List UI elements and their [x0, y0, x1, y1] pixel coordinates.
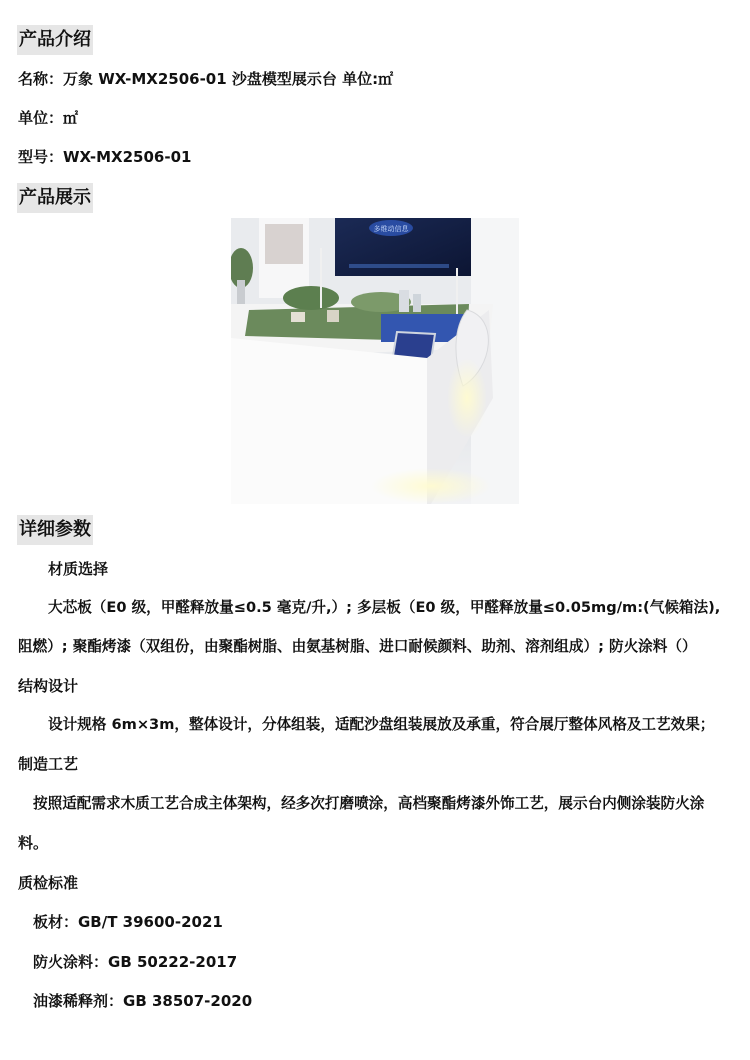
quality-item: 防火涂料：GB 50222-2017 [33, 953, 238, 971]
sand-table-illustration [231, 218, 519, 504]
structure-title: 结构设计 [18, 677, 79, 695]
material-line-2: 阻燃）; 聚酯烤漆（双组份，由聚酯树脂、由氨基树脂、进口耐候颜料、助剂、溶剂组成）; 防火涂料（） [18, 638, 697, 655]
quality-item: 油漆稀释剂：GB 38507-2020 [33, 992, 253, 1010]
craft-line-1: 按照适配需求木质工艺合成主体架构，经多次打磨喷涂，高档聚酯烤漆外饰工艺，展示台内侧涂装防火涂 [33, 795, 705, 812]
section-title-display: 产品展示 [17, 183, 93, 213]
craft-title: 制造工艺 [18, 755, 79, 773]
material-line-1: 大芯板（E0 级，甲醛释放量≤0.5 毫克/升,）; 多层板（E0 级，甲醛释放量≤0.05mg/m:(气候箱法), [48, 599, 721, 616]
quality-title: 质检标准 [18, 874, 79, 892]
section-title-params: 详细参数 [17, 515, 93, 545]
structure-line-1: 设计规格 6m×3m，整体设计，分体组装，适配沙盘组装展放及承重，符合展厅整体风格及工艺效果； [48, 716, 715, 733]
quality-item: 板材：GB/T 39600-2021 [33, 913, 223, 931]
product-name-line: 名称：万象 WX-MX2506-01 沙盘模型展示台 单位:㎡ [18, 70, 394, 88]
product-photo [231, 218, 519, 504]
product-unit-line: 单位：㎡ [18, 109, 79, 127]
material-title: 材质选择 [48, 560, 109, 578]
section-title-intro: 产品介绍 [17, 25, 93, 55]
craft-line-2: 料。 [18, 834, 49, 852]
screen-caption: 多维动信息 [373, 225, 409, 233]
product-model-line: 型号：WX-MX2506-01 [18, 148, 192, 166]
